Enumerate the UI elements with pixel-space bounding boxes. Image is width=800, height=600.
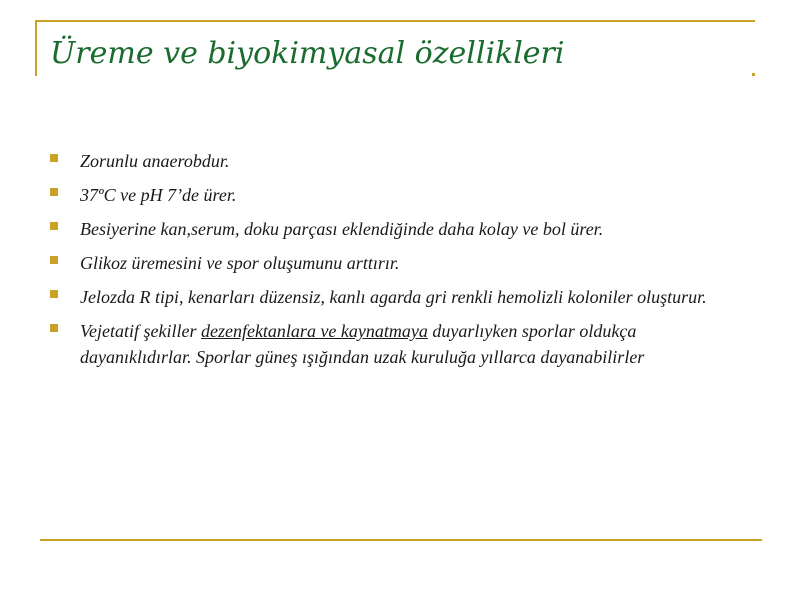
square-bullet-icon	[50, 188, 58, 196]
bullet-list	[48, 148, 748, 378]
square-bullet-icon	[50, 222, 58, 230]
bullet-text: Besiyerine kan,serum, doku parçası eklendiğinde daha kolay ve bol ürer.	[80, 219, 604, 239]
bottom-border-line	[40, 539, 762, 541]
bullet-item	[48, 318, 748, 370]
bullet-item	[48, 182, 748, 208]
slide-title: Üreme ve biyokimyasal özellikleri	[50, 36, 565, 71]
corner-accent-dot	[752, 73, 755, 76]
bullet-text: Glikoz üremesini ve spor oluşumunu arttırır.	[80, 253, 400, 273]
bullet-item	[48, 250, 748, 276]
square-bullet-icon	[50, 290, 58, 298]
bullet-text-underlined: dezenfektanlara ve kaynatmaya	[200, 321, 428, 341]
square-bullet-icon	[50, 324, 58, 332]
bullet-text-after: duyarlıyken sporlar oldukça dayanıklıdırlar. Sporlar güneş ışığından uzak kuruluğa yıllarca dayanabilirler	[80, 321, 645, 367]
top-border-line	[35, 20, 755, 22]
bullet-item	[48, 148, 748, 174]
square-bullet-icon	[50, 256, 58, 264]
bullet-text: Jelozda R tipi, kenarları düzensiz, kanlı agarda gri renkli hemolizli koloniler oluşturur.	[80, 287, 707, 307]
bullet-text: Zorunlu anaerobdur.	[80, 151, 230, 171]
bullet-text: 37ºC ve pH 7’de ürer.	[80, 185, 237, 205]
square-bullet-icon	[50, 154, 58, 162]
left-border-line	[35, 20, 37, 76]
bullet-item	[48, 216, 748, 242]
bullet-text-before: Vejetatif şekiller	[80, 321, 201, 341]
bullet-item	[48, 284, 748, 310]
